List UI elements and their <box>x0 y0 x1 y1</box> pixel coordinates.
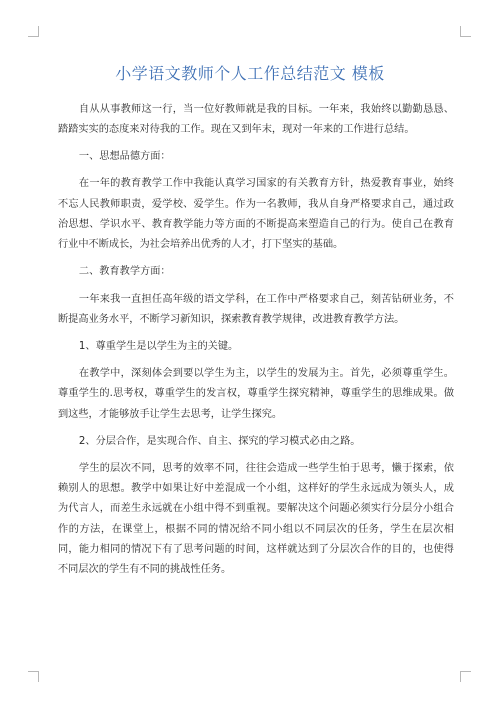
crop-mark-bottom-left <box>28 671 39 682</box>
paragraph-teaching: 一年来我一直担任高年级的语文学科，在工作中严格要求自己，刻苦钻研业务，不断提高业务水平，不断学习新知识，探索教育教学规律，改进教育教学方法。 <box>58 293 454 325</box>
paragraph-layered-cooperation: 学生的层次不同，思考的效率不同，往往会造成一些学生怕于思考，懒于探索，依赖别人的思想。教学中如果让好中差混成一个小组，这样好的学生永远成为领头人，成为代言人，而差生永远就在小组中得不到重视。要解决这个问题必须实行分层分小组合作的方法，在课堂上，根据不同的情况给不同小组以不同层次的任务，学生在层次相同，能力相同的情况下有了思考问题的时间，这样就达到了分层次合作的目的，也使得不同层次的学生有不同的挑战性任务。 <box>58 462 454 576</box>
paragraph-intro: 自从从事教师这一行，当一位好教师就是我的目标。一年来，我始终以勤勤恳恳、踏踏实实的态度来对待我的工作。现在又到年末，现对一年来的工作进行总结。 <box>58 104 454 136</box>
crop-mark-bottom-right <box>460 671 471 682</box>
subheading-layered-cooperation: 2、分层合作，是实现合作、自主、探究的学习模式必由之路。 <box>78 435 361 447</box>
paragraph-respect-students: 在教学中，深刻体会到要以学生为主，以学生的发展为主。首先，必须尊重学生。尊重学生的.思考权，尊重学生的发言权，尊重学生探究精神，尊重学生的思维成果。做到这些，才能够放手让学生去思考，让学生探究。 <box>58 368 454 420</box>
document-title: 小学语文教师个人工作总结范文 模板 <box>115 64 385 83</box>
crop-mark-top-right <box>460 26 471 37</box>
subheading-respect-students: 1、尊重学生是以学生为主的关键。 <box>78 340 239 352</box>
section-heading-ideology: 一、思想品德方面： <box>78 151 171 163</box>
paragraph-ideology: 在一年的教育教学工作中我能认真学习国家的有关教育方针，热爱教育事业，始终不忘人民教师职责，爱学校、爱学生。作为一名教师，我从自身严格要求自己，通过政治思想、学识水平、教育教学能力等方面的不断提高来塑造自己的行为。使自己在教育行业中不断成长，为社会培养出优秀的人才，打下坚实的基础。 <box>58 178 454 251</box>
crop-mark-top-left <box>28 26 39 37</box>
section-heading-teaching: 二、教育教学方面： <box>78 266 171 278</box>
document-body <box>58 100 454 587</box>
